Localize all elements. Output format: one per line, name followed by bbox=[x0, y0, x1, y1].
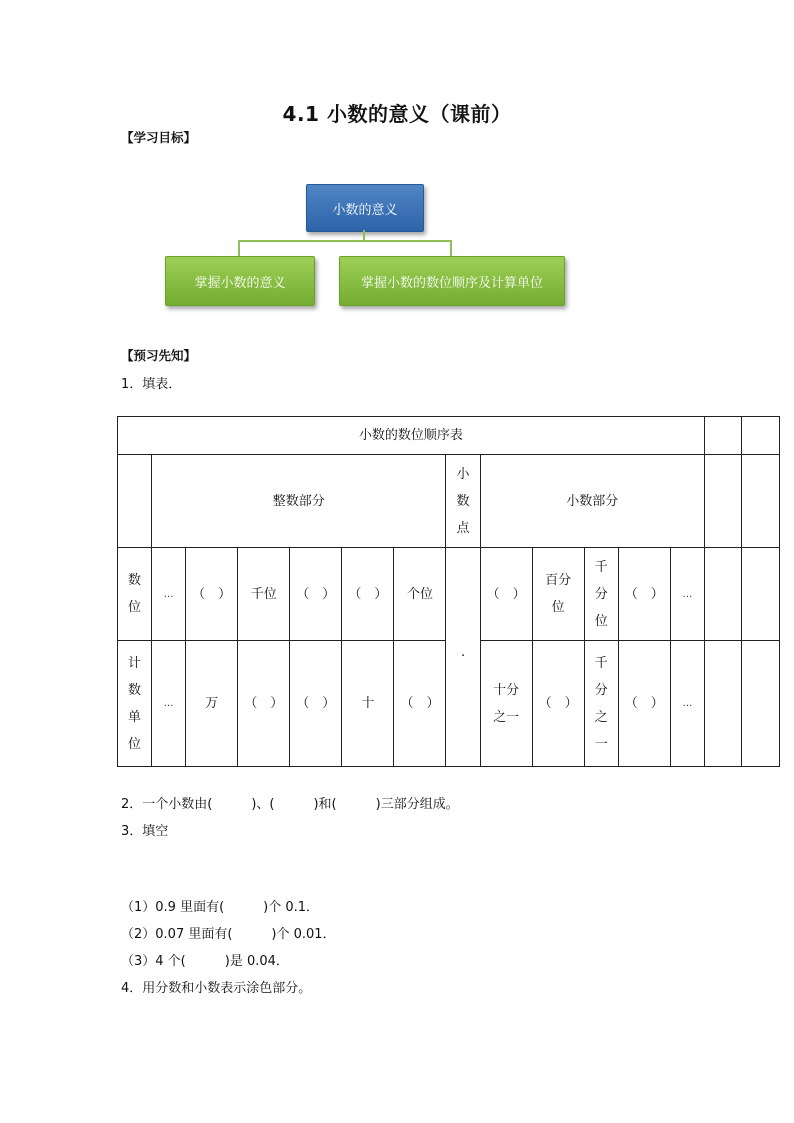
page-title: 4.1 小数的意义（课前） bbox=[282, 102, 512, 126]
table-cell: 万 bbox=[186, 641, 238, 767]
text-line: 计 bbox=[128, 655, 142, 671]
diagram-root-box: 小数的意义 bbox=[306, 184, 424, 232]
table-blank-cell bbox=[741, 455, 779, 548]
text-line: 千 bbox=[594, 655, 608, 671]
table-blank-cell bbox=[741, 641, 779, 767]
question-3-1: （1）0.9 里面有( )个 0.1． bbox=[121, 900, 320, 915]
text-line: 千 bbox=[594, 559, 608, 575]
table-blank-cell bbox=[704, 641, 741, 767]
question-3-3: （3）4 个( )是 0.04． bbox=[121, 954, 289, 969]
row-header-unit bbox=[118, 641, 152, 767]
table-blank-cell bbox=[704, 548, 741, 641]
decimal-part-header: 小数部分 bbox=[480, 455, 704, 548]
goals-heading: 【学习目标】 bbox=[121, 130, 197, 145]
table-title: 小数的数位顺序表 bbox=[118, 417, 705, 455]
text-line: 分 bbox=[594, 682, 608, 698]
text-line: 之 bbox=[594, 709, 608, 725]
text-line: 位 bbox=[594, 613, 608, 629]
text-line: 之一 bbox=[493, 709, 520, 725]
diagram-child-box-2: 掌握小数的数位顺序及计算单位 bbox=[339, 256, 565, 306]
table-cell bbox=[480, 641, 532, 767]
table-cell bbox=[532, 548, 584, 641]
text-line: 数 bbox=[128, 682, 142, 698]
table-cell: （ ） bbox=[290, 641, 342, 767]
text-line: 点 bbox=[456, 520, 470, 536]
table-cell: … bbox=[670, 641, 704, 767]
text-line: 一 bbox=[594, 736, 608, 752]
table-cell: （ ） bbox=[342, 548, 394, 641]
question-4: 4．用分数和小数表示涂色部分。 bbox=[121, 981, 312, 996]
table-cell: （ ） bbox=[618, 641, 670, 767]
text-line: 百分 bbox=[545, 573, 572, 588]
text-line: 小 bbox=[456, 466, 470, 482]
connector-left bbox=[238, 240, 240, 256]
question-3: 3．填空 bbox=[121, 824, 169, 839]
table-blank-cell bbox=[118, 455, 152, 548]
table-cell: … bbox=[152, 641, 186, 767]
text-line: 数 bbox=[456, 493, 470, 509]
table-blank-cell bbox=[704, 417, 741, 455]
table-cell: （ ） bbox=[480, 548, 532, 641]
table-cell: （ ） bbox=[238, 641, 290, 767]
connector-stem bbox=[363, 230, 365, 240]
table-blank-cell bbox=[704, 455, 741, 548]
table-blank-cell bbox=[741, 417, 779, 455]
decimal-point-mark: · bbox=[460, 649, 466, 664]
table-cell: （ ） bbox=[186, 548, 238, 641]
table-blank-cell bbox=[741, 548, 779, 641]
connector-bar bbox=[238, 240, 452, 242]
text-line: 十分 bbox=[493, 682, 520, 698]
text-line: 位 bbox=[551, 600, 565, 615]
preview-heading: 【预习先知】 bbox=[121, 348, 197, 363]
question-2: 2．一个小数由( )、( )和( )三部分组成。 bbox=[121, 797, 459, 812]
table-cell: （ ） bbox=[532, 641, 584, 767]
table-cell: 十 bbox=[342, 641, 394, 767]
text-line: 分 bbox=[594, 586, 608, 602]
integer-part-header: 整数部分 bbox=[152, 455, 446, 548]
diagram-child-box-1: 掌握小数的意义 bbox=[165, 256, 315, 306]
place-value-table bbox=[117, 416, 780, 767]
table-cell: … bbox=[670, 548, 704, 641]
text-line: 位 bbox=[128, 600, 142, 615]
table-cell: （ ） bbox=[394, 641, 446, 767]
text-line: 单 bbox=[128, 709, 142, 725]
decimal-point-header bbox=[446, 455, 480, 548]
table-cell: … bbox=[152, 548, 186, 641]
row-header-place bbox=[118, 548, 152, 641]
question-3-2: （2）0.07 里面有( )个 0.01． bbox=[121, 927, 336, 942]
text-line: 位 bbox=[128, 736, 142, 752]
table-cell bbox=[584, 548, 618, 641]
decimal-point-cell bbox=[446, 548, 480, 767]
table-cell: （ ） bbox=[290, 548, 342, 641]
table-cell: （ ） bbox=[618, 548, 670, 641]
connector-right bbox=[450, 240, 452, 256]
table-cell: 个位 bbox=[394, 548, 446, 641]
table-cell bbox=[584, 641, 618, 767]
table-cell: 千位 bbox=[238, 548, 290, 641]
question-1: 1．填表． bbox=[121, 377, 182, 392]
text-line: 数 bbox=[128, 573, 142, 588]
